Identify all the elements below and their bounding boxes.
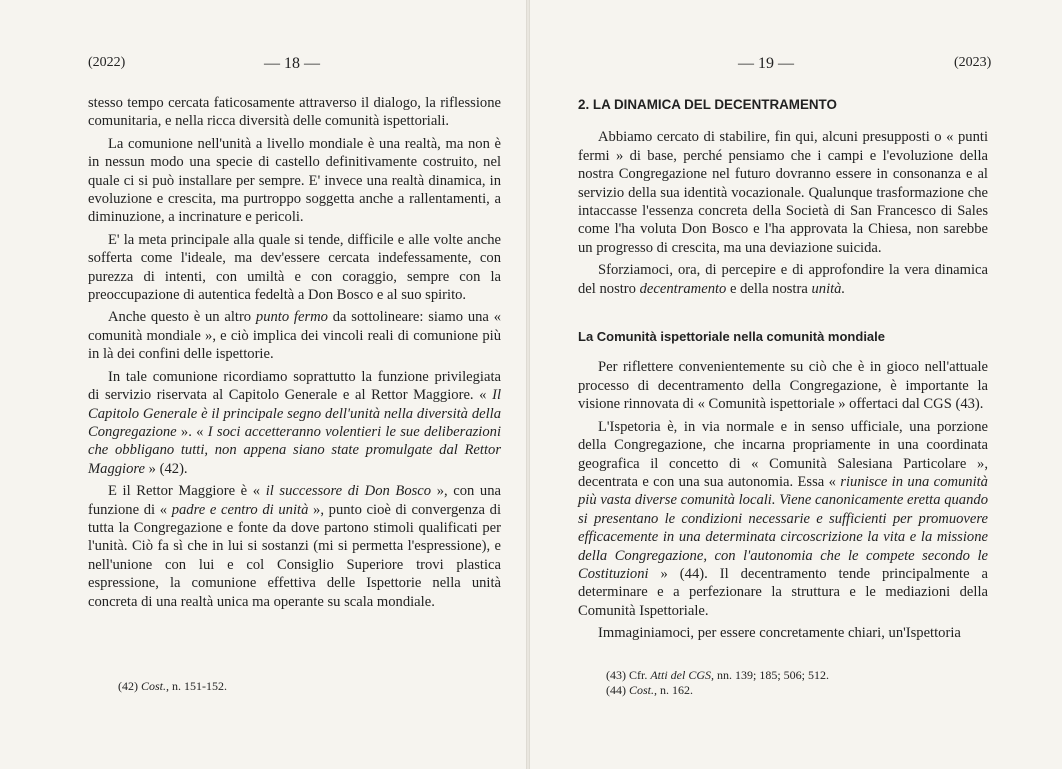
- text-run: Abbiamo cercato di stabilire, fin qui, alcuni presupposti o « punti fermi » di base, perché pensiamo che i campi e l'evoluzione della nostra Congregazione nel futuro dovranno essere in consonanza e al servizio della sua identità vocazionale. Qualunque trasformazione che intaccasse l'essenza concreta della Società di San Francesco di Sales come l'ha voluta Don Bosco e l'ha approvata la Chiesa, non sarebbe un progresso di crescita, ma una deviazione suicida.: [578, 129, 988, 256]
- paragraph: [578, 418, 988, 620]
- text-run: Per riflettere convenientemente su ciò che è in gioco nell'attuale processo di decentramento della Congregazione, è importante la visione rinnovata di « Comunità ispettoriale » offertaci dal CGS (43).: [578, 359, 988, 413]
- italic-text: unità.: [811, 280, 846, 297]
- paragraph: [88, 135, 501, 227]
- text-run: », con una funzione di «: [88, 483, 501, 518]
- text-run: (42): [118, 679, 141, 693]
- text-run: In tale comunione ricordiamo soprattutto la funzione privilegiata di servizio riservata al Capitolo Generale e al Rettor Maggiore. «: [88, 368, 501, 404]
- left-page: [0, 0, 528, 769]
- text-run: n. 151-152.: [169, 679, 228, 693]
- right-page-year: (2023): [954, 55, 992, 70]
- text-run: Immaginiamoci, per essere concretamente chiari, un'Ispettoria: [598, 625, 961, 642]
- text-run: L'Ispetoria è, in via normale e in senso ufficiale, una porzione della Congregazione, che incarna propriamente in una coordinata geografica il concetto di « Comunità Salesiana Particolare », decentrata e con una sua autonomia. Essa «: [578, 418, 988, 490]
- text-run: Anche questo è un altro: [108, 309, 256, 326]
- italic-text: Atti del CGS,: [650, 668, 714, 682]
- left-page-footnotes: [118, 679, 498, 694]
- italic-text: punto fermo: [255, 309, 328, 326]
- footnote: [606, 668, 986, 683]
- footnote: [118, 679, 498, 694]
- right-page-body: [578, 96, 988, 647]
- italic-text: riunisce in una comunità più vasta diverse comunità locali. Viene canonicamente eretta quando si presentano le condizioni necessarie e sufficienti per promuovere efficacemente in una determinata circoscrizione la vita e la missione della Congregazione, con l'autonomia che le compete secondo le Costituzioni: [578, 473, 988, 582]
- italic-text: il successore di Don Bosco: [265, 483, 432, 500]
- text-run: n. 162.: [657, 683, 694, 697]
- paragraph: [578, 128, 988, 257]
- text-run: nn. 139; 185; 506; 512.: [714, 668, 830, 682]
- text-run: Sforziamoci, ora, di percepire e di approfondire la vera dinamica del nostro: [578, 262, 988, 297]
- paragraph: [88, 368, 501, 478]
- text-run: da sottolineare: siamo una « comunità mondiale », e ciò implica dei vincoli reali di comunione più in là dei confini delle ispettorie.: [88, 309, 501, 363]
- paragraph: [578, 358, 988, 413]
- paragraph: [578, 624, 988, 642]
- text-run: » (42).: [145, 460, 188, 477]
- section-subheading: La Comunità ispettoriale nella comunità mondiale: [578, 329, 885, 345]
- italic-text: decentramento: [639, 280, 727, 297]
- paragraph: [88, 308, 501, 363]
- italic-text: padre e centro di unità: [171, 501, 309, 518]
- italic-text: Cost.,: [629, 683, 658, 697]
- right-paragraphs-after: [578, 358, 988, 642]
- right-paragraphs-before: [578, 128, 988, 298]
- italic-text: Cost.,: [141, 679, 170, 693]
- text-run: stesso tempo cercata faticosamente attraverso il dialogo, la riflessione comunitaria, e nella ricca diversità delle comunità ispettoriali.: [88, 95, 501, 130]
- text-run: (44): [606, 683, 629, 697]
- text-run: ». «: [176, 423, 208, 440]
- text-run: », punto cioè di convergenza di tutta la Congregazione e fonte da dove partono stimoli qualificati per l'unità. Ciò fa sì che in lui si sostanzi (mi si permetta l'espressione), e nell'unione con lui e col Consiglio Superiore trovi plastica espressione, la comunione effettiva delle Ispettorie nella unità concreta di una realtà unica ma operante su scala mondiale.: [88, 501, 501, 610]
- paragraph: [88, 482, 501, 611]
- left-page-number: — 18 —: [264, 55, 320, 72]
- text-run: (43) Cfr.: [606, 668, 651, 682]
- paragraph: [88, 94, 501, 131]
- right-page-number: — 19 —: [738, 55, 794, 72]
- footnote: [606, 683, 986, 698]
- text-run: e della nostra: [726, 280, 812, 297]
- section-heading: 2. LA DINAMICA DEL DECENTRAMENTO: [578, 97, 837, 112]
- text-run: E' la meta principale alla quale si tende, difficile e alle volte anche sofferta come l'ideale, ma dev'essere cercata indefessamente, con purezza di intenti, con umiltà e con coraggio, sempre con la preoccupazione di autentica fedeltà a Don Bosco e al suo spirito.: [88, 231, 501, 304]
- left-page-year: (2022): [88, 55, 126, 70]
- text-run: E il Rettor Maggiore è «: [108, 483, 266, 500]
- left-page-body: [88, 94, 501, 615]
- italic-text: Il Capitolo Generale è il principale segno dell'unità nella diversità della Congregazione: [88, 387, 501, 440]
- paragraph: [88, 231, 501, 305]
- right-page: [530, 0, 1062, 769]
- text-run: La comunione nell'unità a livello mondiale è una realtà, ma non è in nessun modo una specie di castello definitivamente costruito, nel quale ci si può installare per sempre. E' invece una realtà dinamica, in evoluzione e crescita, ma purtroppo soggetta anche a rallentamenti, a diminuzione, a incrinature e pericoli.: [88, 135, 501, 226]
- italic-text: I soci accetteranno volentieri le sue deliberazioni che obbligano tutti, non appena siano state promulgate dal Rettor Maggiore: [88, 423, 501, 477]
- paragraph: [578, 261, 988, 298]
- text-run: » (44). Il decentramento tende principalmente a determinare e a perfezionare la struttura e le mediazioni della Comunità Ispettoriale.: [578, 565, 988, 619]
- right-page-footnotes: [606, 668, 986, 698]
